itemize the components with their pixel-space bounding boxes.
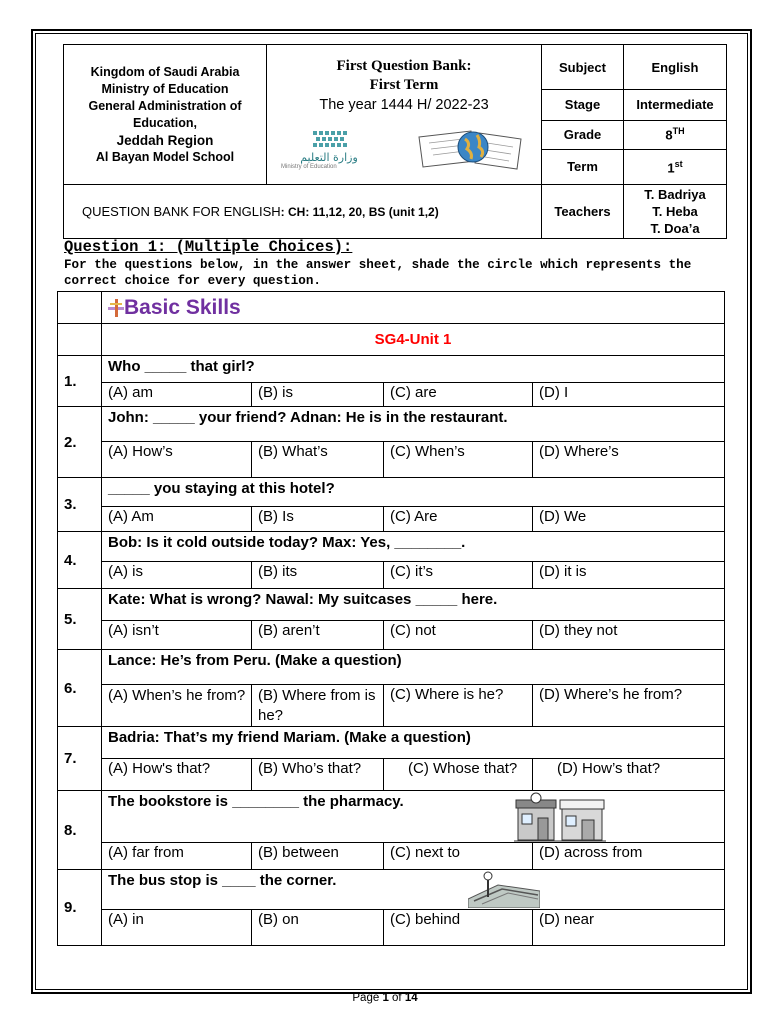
stage-value: Intermediate xyxy=(624,90,727,120)
question-1-instructions: For the questions below, in the answer sheet, shade the circle which represents the correct choice for every question. xyxy=(64,258,692,288)
option-5-a[interactable]: (A) isn’t xyxy=(102,621,252,650)
subject-label: Subject xyxy=(542,45,624,90)
term-sup: st xyxy=(674,158,683,169)
question-stem-8-cell xyxy=(102,791,725,843)
option-2-d[interactable]: (D) Where’s xyxy=(533,442,725,478)
question-stem-1: Who _____ that girl? xyxy=(102,356,725,383)
option-8-c[interactable]: (C) next to xyxy=(384,843,533,870)
school-line-2: Ministry of Education xyxy=(101,81,229,96)
option-8-a[interactable]: (A) far from xyxy=(102,843,252,870)
questions-table xyxy=(57,291,725,946)
option-5-c[interactable]: (C) not xyxy=(384,621,533,650)
option-9-a[interactable]: (A) in xyxy=(102,910,252,946)
logos-row xyxy=(267,121,541,181)
header-table xyxy=(63,44,727,239)
grade-label: Grade xyxy=(542,120,624,149)
grade-sup: TH xyxy=(672,126,685,137)
page-prefix: Page xyxy=(352,992,383,1004)
question-stem-7: Badria: That’s my friend Mariam. (Make a question) xyxy=(102,727,725,759)
school-line-6: Al Bayan Model School xyxy=(95,149,235,164)
option-4-a[interactable]: (A) is xyxy=(102,562,252,589)
question-number-3: 3. xyxy=(58,478,102,532)
term-value xyxy=(624,149,727,184)
stage-label: Stage xyxy=(542,90,624,120)
page-number: 1 xyxy=(382,992,389,1004)
question-number-5: 5. xyxy=(58,589,102,650)
section-num-cell xyxy=(58,292,102,324)
moe-logo-sub: Ministry of Education xyxy=(281,164,337,170)
grade-value xyxy=(624,120,727,149)
question-number-8: 8. xyxy=(58,791,102,870)
qb-title-chapters: : CH: 11,12, 20, BS (unit 1,2) xyxy=(280,205,439,219)
option-1-c[interactable]: (C) are xyxy=(384,383,533,407)
option-7-d[interactable]: (D) How’s that? xyxy=(533,759,725,791)
page-of: of xyxy=(388,992,405,1004)
question-number-9: 9. xyxy=(58,870,102,946)
question-stem-9: The bus stop is ____ the corner. xyxy=(108,872,337,889)
question-stem-4: Bob: Is it cold outside today? Max: Yes, ________. xyxy=(102,532,725,562)
option-8-b[interactable]: (B) between xyxy=(252,843,384,870)
option-1-a[interactable]: (A) am xyxy=(102,383,252,407)
question-stem-3: _____ you staying at this hotel? xyxy=(102,478,725,507)
option-6-b[interactable]: (B) Where from is he? xyxy=(252,685,384,727)
question-stem-5: Kate: What is wrong? Nawal: My suitcases _____ here. xyxy=(102,589,725,621)
bank-title-1: First Question Bank: xyxy=(336,58,472,74)
bank-title-2: First Term xyxy=(369,77,439,93)
question-stem-6: Lance: He’s from Peru. (Make a question) xyxy=(102,650,725,685)
option-2-b[interactable]: (B) What’s xyxy=(252,442,384,478)
globe-banner-icon xyxy=(415,123,525,175)
teacher-3: T. Doa’a xyxy=(650,221,700,236)
unit-title: SG4-Unit 1 xyxy=(102,324,725,356)
option-9-c[interactable]: (C) behind xyxy=(384,910,533,946)
question-number-6: 6. xyxy=(58,650,102,727)
question-number-7: 7. xyxy=(58,727,102,791)
term-number: 1 xyxy=(667,160,675,176)
option-6-c[interactable]: (C) Where is he? xyxy=(384,685,533,727)
school-line-5: Jeddah Region xyxy=(116,132,214,148)
qb-title xyxy=(64,185,542,239)
option-4-b[interactable]: (B) its xyxy=(252,562,384,589)
question-stem-2: John: _____ your friend? Adnan: He is in the restaurant. xyxy=(102,407,725,442)
option-1-d[interactable]: (D) I xyxy=(533,383,725,407)
pin-icon xyxy=(108,299,124,317)
question-stem-8: The bookstore is ________ the pharmacy. xyxy=(108,793,404,810)
option-6-d[interactable]: (D) Where’s he from? xyxy=(533,685,725,727)
school-info xyxy=(64,45,267,185)
page-total: 14 xyxy=(404,992,418,1004)
teacher-2: T. Heba xyxy=(652,204,698,219)
option-4-c[interactable]: (C) it’s xyxy=(384,562,533,589)
teachers-list xyxy=(624,185,727,239)
option-7-a[interactable]: (A) How's that? xyxy=(102,759,252,791)
globe-banner-logo xyxy=(415,123,525,175)
moe-logo-text: وزارة التعليم xyxy=(300,151,358,164)
question-number-1: 1. xyxy=(58,356,102,407)
school-line-4: Education, xyxy=(133,115,197,130)
option-3-b[interactable]: (B) Is xyxy=(252,507,384,532)
question-number-4: 4. xyxy=(58,532,102,589)
question-1-title: Question 1: (Multiple Choices): xyxy=(64,238,353,256)
option-1-b[interactable]: (B) is xyxy=(252,383,384,407)
section-header xyxy=(102,292,725,324)
teacher-1: T. Badriya xyxy=(644,187,706,202)
option-3-c[interactable]: (C) Are xyxy=(384,507,533,532)
subject-value: English xyxy=(624,45,727,90)
bank-year: The year 1444 H/ 2022-23 xyxy=(319,97,489,113)
option-5-d[interactable]: (D) they not xyxy=(533,621,725,650)
moe-logo xyxy=(281,129,377,175)
page-footer xyxy=(0,992,770,1004)
school-line-1: Kingdom of Saudi Arabia xyxy=(90,64,240,79)
question-number-2: 2. xyxy=(58,407,102,478)
bus-stop-icon xyxy=(468,871,540,908)
unit-num-cell xyxy=(58,324,102,356)
option-4-d[interactable]: (D) it is xyxy=(533,562,725,589)
option-2-c[interactable]: (C) When’s xyxy=(384,442,533,478)
option-5-b[interactable]: (B) aren’t xyxy=(252,621,384,650)
option-3-d[interactable]: (D) We xyxy=(533,507,725,532)
school-line-3: General Administration of xyxy=(88,98,242,113)
option-3-a[interactable]: (A) Am xyxy=(102,507,252,532)
option-8-d[interactable]: (D) across from xyxy=(533,843,725,870)
grade-number: 8 xyxy=(665,127,673,143)
option-7-b[interactable]: (B) Who’s that? xyxy=(252,759,384,791)
bookstore-pharmacy-icon xyxy=(514,792,606,842)
option-2-a[interactable]: (A) How’s xyxy=(102,442,252,478)
option-7-c[interactable]: (C) Whose that? xyxy=(384,759,533,791)
option-9-b[interactable]: (B) on xyxy=(252,910,384,946)
option-6-a[interactable]: (A) When’s he from? xyxy=(102,685,252,727)
section-title: Basic Skills xyxy=(124,295,241,319)
bank-info xyxy=(267,45,542,185)
option-9-d[interactable]: (D) near xyxy=(533,910,725,946)
qb-title-main: QUESTION BANK FOR ENGLISH xyxy=(82,204,281,219)
teachers-label: Teachers xyxy=(542,185,624,239)
term-label: Term xyxy=(542,149,624,184)
question-stem-9-cell xyxy=(102,870,725,910)
